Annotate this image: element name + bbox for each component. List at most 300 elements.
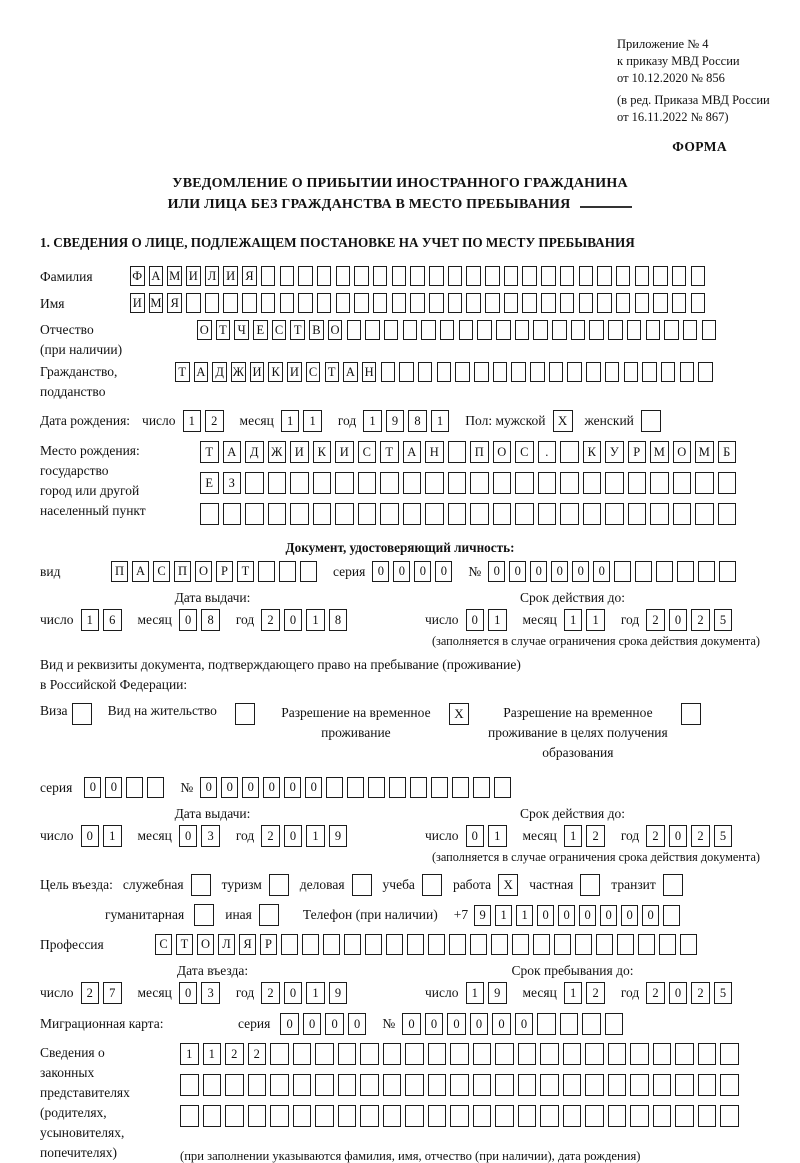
form-cell[interactable] [627,320,642,340]
form-cell[interactable]: 0 [284,982,303,1004]
form-cell[interactable] [650,503,669,525]
form-cell[interactable]: Р [216,561,233,582]
form-cell[interactable]: В [309,320,324,340]
form-cell[interactable] [537,1013,556,1035]
form-cell[interactable]: 6 [103,609,122,631]
form-cell[interactable] [338,1043,357,1065]
form-cell[interactable] [381,362,396,382]
form-cell[interactable] [383,1043,402,1065]
form-cell[interactable]: 0 [572,561,589,582]
form-cell[interactable] [585,1074,604,1096]
form-cell[interactable] [354,266,369,286]
form-cell[interactable] [673,472,692,494]
sex-male-checkbox[interactable]: X [553,410,573,432]
form-cell[interactable] [605,472,624,494]
form-cell[interactable] [638,934,655,955]
form-cell[interactable] [630,1105,649,1127]
form-cell[interactable]: 0 [435,561,452,582]
form-cell[interactable]: 2 [646,609,665,631]
form-cell[interactable] [290,472,309,494]
form-cell[interactable] [203,1074,222,1096]
form-cell[interactable] [582,1013,601,1035]
form-cell[interactable] [448,472,467,494]
form-cell[interactable] [410,266,425,286]
form-cell[interactable] [368,777,385,798]
form-cell[interactable] [126,777,143,798]
form-cell[interactable] [540,1105,559,1127]
form-cell[interactable]: 0 [414,561,431,582]
form-cell[interactable]: С [515,441,534,463]
form-cell[interactable]: Т [237,561,254,582]
form-cell[interactable]: 0 [425,1013,444,1035]
form-cell[interactable] [540,1043,559,1065]
form-cell[interactable] [380,472,399,494]
form-cell[interactable] [315,1043,334,1065]
purpose-official-checkbox[interactable] [191,874,211,896]
form-cell[interactable] [630,1043,649,1065]
form-cell[interactable] [223,503,242,525]
form-cell[interactable] [720,1074,739,1096]
form-cell[interactable] [719,561,736,582]
form-cell[interactable] [270,1105,289,1127]
form-cell[interactable]: 0 [393,561,410,582]
form-cell[interactable]: А [194,362,209,382]
form-cell[interactable] [485,266,500,286]
form-cell[interactable] [491,934,508,955]
form-cell[interactable]: 1 [564,825,583,847]
form-cell[interactable] [281,934,298,955]
form-cell[interactable]: 0 [509,561,526,582]
form-cell[interactable] [245,503,264,525]
form-cell[interactable] [540,1074,559,1096]
form-cell[interactable] [695,503,714,525]
form-cell[interactable] [628,503,647,525]
form-cell[interactable]: 1 [183,410,202,432]
form-cell[interactable] [552,320,567,340]
form-cell[interactable] [575,934,592,955]
form-cell[interactable] [418,362,433,382]
form-cell[interactable] [549,362,564,382]
form-cell[interactable] [338,1105,357,1127]
form-cell[interactable] [504,266,519,286]
form-cell[interactable] [431,777,448,798]
form-cell[interactable] [429,293,444,313]
form-cell[interactable]: 5 [714,982,733,1004]
form-cell[interactable] [470,934,487,955]
form-cell[interactable]: 0 [348,1013,367,1035]
form-cell[interactable] [614,561,631,582]
form-cell[interactable] [563,1074,582,1096]
form-cell[interactable]: Т [380,441,399,463]
form-cell[interactable] [698,1105,717,1127]
form-cell[interactable] [718,472,737,494]
form-cell[interactable]: О [195,561,212,582]
form-cell[interactable]: 1 [306,825,325,847]
form-cell[interactable] [630,1074,649,1096]
form-cell[interactable]: Ж [231,362,246,382]
form-cell[interactable] [428,1043,447,1065]
form-cell[interactable]: С [153,561,170,582]
form-cell[interactable]: 0 [179,609,198,631]
form-cell[interactable] [407,934,424,955]
form-cell[interactable] [242,293,257,313]
form-cell[interactable]: 8 [329,609,348,631]
form-cell[interactable]: 1 [103,825,122,847]
form-cell[interactable] [718,503,737,525]
form-cell[interactable] [147,777,164,798]
form-cell[interactable] [245,472,264,494]
form-cell[interactable]: 0 [221,777,238,798]
form-cell[interactable]: 0 [84,777,101,798]
form-cell[interactable] [335,503,354,525]
form-cell[interactable] [560,293,575,313]
form-cell[interactable] [425,472,444,494]
form-cell[interactable]: К [268,362,283,382]
form-cell[interactable]: М [695,441,714,463]
form-cell[interactable] [298,266,313,286]
form-cell[interactable] [608,320,623,340]
form-cell[interactable] [335,472,354,494]
form-cell[interactable]: 1 [488,609,507,631]
purpose-transit-checkbox[interactable] [663,874,683,896]
form-cell[interactable]: П [470,441,489,463]
form-cell[interactable]: Б [718,441,737,463]
form-cell[interactable] [583,503,602,525]
form-cell[interactable] [290,503,309,525]
form-cell[interactable]: З [223,472,242,494]
form-cell[interactable] [585,1105,604,1127]
form-cell[interactable] [698,1074,717,1096]
form-cell[interactable] [358,472,377,494]
form-cell[interactable]: И [287,362,302,382]
form-cell[interactable] [680,362,695,382]
form-cell[interactable] [518,1105,537,1127]
purpose-humanitarian-checkbox[interactable] [194,904,214,926]
form-cell[interactable] [661,362,676,382]
form-cell[interactable] [313,503,332,525]
form-cell[interactable] [450,1074,469,1096]
form-cell[interactable] [691,266,706,286]
form-cell[interactable]: Ч [234,320,249,340]
form-cell[interactable]: 3 [201,982,220,1004]
form-cell[interactable] [518,1074,537,1096]
form-cell[interactable]: П [111,561,128,582]
form-cell[interactable] [683,320,698,340]
form-cell[interactable]: 0 [551,561,568,582]
form-cell[interactable]: О [197,934,214,955]
form-cell[interactable] [380,503,399,525]
residence-permit-checkbox[interactable] [235,703,255,725]
form-cell[interactable]: 8 [201,609,220,631]
form-cell[interactable] [675,1105,694,1127]
form-cell[interactable]: 1 [564,609,583,631]
form-cell[interactable] [360,1105,379,1127]
form-cell[interactable] [672,266,687,286]
form-cell[interactable]: Т [200,441,219,463]
form-cell[interactable] [579,293,594,313]
form-cell[interactable] [691,293,706,313]
form-cell[interactable]: 8 [408,410,427,432]
form-cell[interactable] [248,1105,267,1127]
form-cell[interactable]: 1 [306,982,325,1004]
form-cell[interactable] [293,1043,312,1065]
form-cell[interactable]: 0 [537,905,554,926]
form-cell[interactable]: С [155,934,172,955]
form-cell[interactable] [315,1105,334,1127]
form-cell[interactable] [405,1043,424,1065]
form-cell[interactable]: 9 [386,410,405,432]
form-cell[interactable] [635,266,650,286]
form-cell[interactable] [533,320,548,340]
form-cell[interactable]: Т [176,934,193,955]
form-cell[interactable]: 2 [248,1043,267,1065]
form-cell[interactable] [270,1074,289,1096]
form-cell[interactable]: И [250,362,265,382]
form-cell[interactable] [698,561,715,582]
form-cell[interactable] [354,293,369,313]
form-cell[interactable]: Я [239,934,256,955]
form-cell[interactable] [448,293,463,313]
form-cell[interactable]: 0 [470,1013,489,1035]
purpose-tourism-checkbox[interactable] [269,874,289,896]
form-cell[interactable]: Ж [268,441,287,463]
form-cell[interactable] [659,934,676,955]
form-cell[interactable]: 1 [363,410,382,432]
form-cell[interactable]: 0 [488,561,505,582]
form-cell[interactable] [473,1043,492,1065]
form-cell[interactable]: 1 [81,609,100,631]
form-cell[interactable] [585,1043,604,1065]
form-cell[interactable]: 0 [669,982,688,1004]
form-cell[interactable] [605,362,620,382]
form-cell[interactable] [459,320,474,340]
form-cell[interactable]: 0 [492,1013,511,1035]
form-cell[interactable] [650,472,669,494]
form-cell[interactable] [392,266,407,286]
form-cell[interactable]: 2 [261,609,280,631]
form-cell[interactable]: 1 [303,410,322,432]
form-cell[interactable]: 0 [284,825,303,847]
form-cell[interactable] [300,561,317,582]
form-cell[interactable] [533,934,550,955]
form-cell[interactable] [698,1043,717,1065]
form-cell[interactable]: 1 [180,1043,199,1065]
form-cell[interactable] [365,320,380,340]
form-cell[interactable]: И [130,293,145,313]
form-cell[interactable]: О [673,441,692,463]
form-cell[interactable]: 0 [179,982,198,1004]
form-cell[interactable] [338,1074,357,1096]
form-cell[interactable]: 0 [515,1013,534,1035]
form-cell[interactable] [373,266,388,286]
form-cell[interactable] [298,293,313,313]
form-cell[interactable] [429,266,444,286]
form-cell[interactable]: 0 [303,1013,322,1035]
form-cell[interactable] [203,1105,222,1127]
form-cell[interactable]: А [149,266,164,286]
form-cell[interactable] [410,777,427,798]
form-cell[interactable]: 9 [488,982,507,1004]
form-cell[interactable] [512,934,529,955]
form-cell[interactable]: И [335,441,354,463]
form-cell[interactable] [495,1105,514,1127]
form-cell[interactable] [373,293,388,313]
form-cell[interactable] [675,1043,694,1065]
form-cell[interactable] [302,934,319,955]
form-cell[interactable] [664,320,679,340]
form-cell[interactable]: Е [200,472,219,494]
form-cell[interactable]: 5 [714,825,733,847]
form-cell[interactable] [386,934,403,955]
form-cell[interactable] [672,293,687,313]
form-cell[interactable] [522,293,537,313]
form-cell[interactable] [560,441,579,463]
form-cell[interactable]: 2 [586,825,605,847]
form-cell[interactable]: Р [628,441,647,463]
form-cell[interactable] [720,1105,739,1127]
rvp-checkbox[interactable]: X [449,703,469,725]
form-cell[interactable] [336,293,351,313]
form-cell[interactable] [702,320,717,340]
form-cell[interactable] [428,934,445,955]
purpose-other-checkbox[interactable] [259,904,279,926]
form-cell[interactable]: 1 [488,825,507,847]
form-cell[interactable] [261,293,276,313]
form-cell[interactable] [560,266,575,286]
form-cell[interactable] [675,1074,694,1096]
form-cell[interactable] [583,472,602,494]
form-cell[interactable] [695,472,714,494]
form-cell[interactable]: К [583,441,602,463]
form-cell[interactable] [405,1074,424,1096]
form-cell[interactable]: 1 [466,982,485,1004]
form-cell[interactable]: 9 [329,825,348,847]
form-cell[interactable] [421,320,436,340]
form-cell[interactable]: О [493,441,512,463]
form-cell[interactable] [495,1043,514,1065]
form-cell[interactable] [560,472,579,494]
form-cell[interactable] [200,503,219,525]
form-cell[interactable]: 9 [474,905,491,926]
form-cell[interactable] [403,472,422,494]
form-cell[interactable]: 0 [305,777,322,798]
form-cell[interactable] [473,1105,492,1127]
form-cell[interactable]: 0 [579,905,596,926]
form-cell[interactable] [392,293,407,313]
form-cell[interactable] [450,1105,469,1127]
form-cell[interactable] [410,293,425,313]
form-cell[interactable]: 0 [466,825,485,847]
form-cell[interactable]: 1 [431,410,450,432]
form-cell[interactable]: 0 [179,825,198,847]
form-cell[interactable]: И [186,266,201,286]
form-cell[interactable]: 2 [205,410,224,432]
form-cell[interactable]: Н [362,362,377,382]
form-cell[interactable]: 2 [691,609,710,631]
form-cell[interactable] [383,1105,402,1127]
form-cell[interactable] [635,561,652,582]
form-cell[interactable]: Н [425,441,444,463]
form-cell[interactable] [579,266,594,286]
form-cell[interactable] [515,503,534,525]
form-cell[interactable]: 0 [325,1013,344,1035]
form-cell[interactable]: 0 [669,609,688,631]
form-cell[interactable] [680,934,697,955]
form-cell[interactable] [270,1043,289,1065]
form-cell[interactable]: 3 [201,825,220,847]
form-cell[interactable]: 2 [81,982,100,1004]
form-cell[interactable] [496,320,511,340]
form-cell[interactable] [560,1013,579,1035]
form-cell[interactable]: М [167,266,182,286]
form-cell[interactable]: 7 [103,982,122,1004]
form-cell[interactable] [466,293,481,313]
form-cell[interactable] [452,777,469,798]
form-cell[interactable]: 0 [81,825,100,847]
form-cell[interactable] [538,472,557,494]
form-cell[interactable]: 0 [621,905,638,926]
form-cell[interactable]: Д [245,441,264,463]
form-cell[interactable] [336,266,351,286]
form-cell[interactable] [635,293,650,313]
form-cell[interactable]: 0 [105,777,122,798]
form-cell[interactable] [248,1074,267,1096]
form-cell[interactable] [405,1105,424,1127]
form-cell[interactable] [485,293,500,313]
form-cell[interactable] [653,1105,672,1127]
form-cell[interactable]: И [290,441,309,463]
form-cell[interactable] [477,320,492,340]
form-cell[interactable] [428,1105,447,1127]
form-cell[interactable]: 0 [242,777,259,798]
form-cell[interactable]: У [605,441,624,463]
form-cell[interactable] [504,293,519,313]
form-cell[interactable]: 0 [402,1013,421,1035]
form-cell[interactable] [223,293,238,313]
form-cell[interactable]: А [223,441,242,463]
form-cell[interactable] [448,503,467,525]
form-cell[interactable] [473,777,490,798]
form-cell[interactable]: 1 [495,905,512,926]
form-cell[interactable]: О [328,320,343,340]
form-cell[interactable]: 0 [642,905,659,926]
form-cell[interactable] [425,503,444,525]
form-cell[interactable] [470,472,489,494]
form-cell[interactable]: Д [212,362,227,382]
form-cell[interactable] [268,503,287,525]
form-cell[interactable] [326,777,343,798]
form-cell[interactable]: . [538,441,557,463]
form-cell[interactable] [384,320,399,340]
form-cell[interactable] [698,362,713,382]
form-cell[interactable]: 0 [372,561,389,582]
form-cell[interactable]: Т [290,320,305,340]
form-cell[interactable] [440,320,455,340]
form-cell[interactable] [437,362,452,382]
form-cell[interactable] [344,934,361,955]
form-cell[interactable]: 0 [200,777,217,798]
form-cell[interactable]: 0 [600,905,617,926]
form-cell[interactable] [225,1105,244,1127]
form-cell[interactable] [428,1074,447,1096]
form-cell[interactable] [653,266,668,286]
form-cell[interactable] [180,1074,199,1096]
form-cell[interactable] [313,472,332,494]
form-cell[interactable]: А [343,362,358,382]
form-cell[interactable] [180,1105,199,1127]
form-cell[interactable]: Ф [130,266,145,286]
form-cell[interactable] [261,266,276,286]
